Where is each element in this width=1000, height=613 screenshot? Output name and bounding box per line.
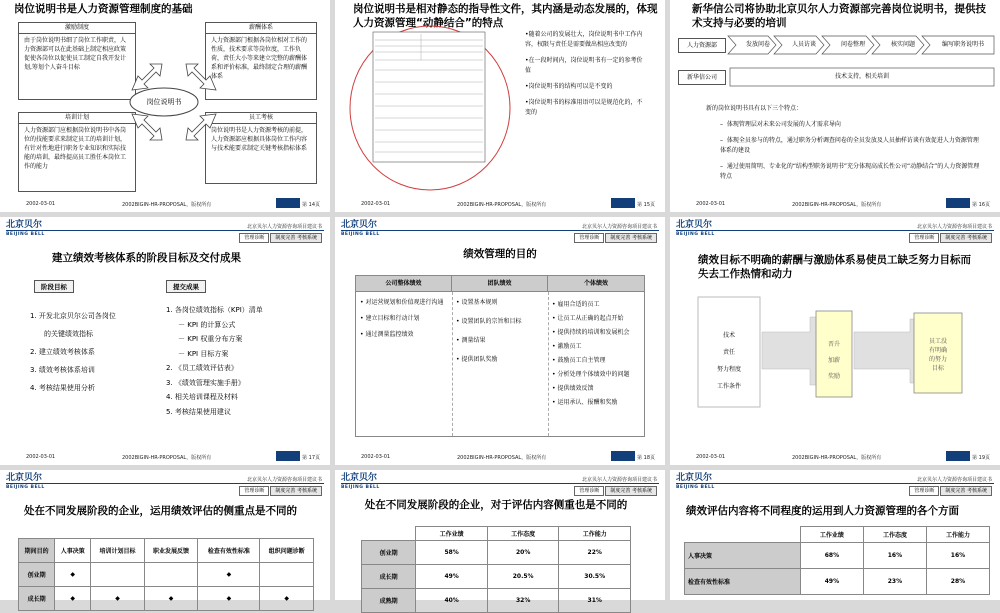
brand-logo: 北京贝尔 BEIJING BELL xyxy=(341,220,380,237)
slide-4[interactable]: 北京贝尔 BEIJING BELL 北京贝尔人力资源咨询项目建议书 管理诊断 制度完善 考核系统 建立绩效考核体系的阶段目标及交付成果 阶段目标 提交成果 1. 开发北京贝尔公司各岗位 的关键绩效指标 2. 建立绩效考核体系 3. 绩效考核体系培训 4. 考核结果使用分析 1. 各岗位绩效指标（KPI）清单 － KPI 的计算公式 － KPI 权重分布方案 － KPI 目标方案 2. 《员工绩效评估表》 3. 《绩效管理实施手册》 4. 相关培训课程及材料 5. 考核结果使用建议 2002-03-01 2002BIGIN-HR-PROPOSAL，版权所有 第 17页 xyxy=(0,217,330,465)
slide-5-title: 绩效管理的目的 xyxy=(463,248,537,260)
box-training: 培训计划 人力资源部门应根据岗位说明书中各岗位的技能要求来制定员工的培训计划，有针对性地进行职务专业知识和实际技能的培训，最终提高员工胜任本岗位工作的能力 xyxy=(18,112,136,192)
tab-system[interactable]: 制度完善 考核系统 xyxy=(605,486,657,496)
section-tabs xyxy=(574,486,657,496)
footer-logo-icon xyxy=(276,451,300,461)
slide-8-title: 处在不同发展阶段的企业，对于评估内容侧重也是不同的 xyxy=(364,499,628,511)
footer-logo-icon xyxy=(611,451,635,461)
slide-2[interactable] xyxy=(335,0,665,212)
slide-3[interactable]: 新华信公司将协助北京贝尔人力资源部完善岗位说明书，提供技术支持与必要的培训 人力资源部 新华信公司 发放问卷 人员访谈 问卷整理 核实问题 编写职务说明书 技术支持，相关培训 新的岗位说明书具有以下三个特点： – 体现管理层对未来公司发展的人才需求导向 – 体现全员参与的特点，通过职务分析调查问卷的全员发放及人员抽样访谈有效促进人力资源管理体系的建设 – 通过使用简明、专业化的“结构型职务说明书”充分体现高成长性公司“动静结合”的人力资源管理特点 2002-03-01 2002BIGIN-HR-PROPOSAL，版权所有 第 16页 xyxy=(670,0,1000,212)
purpose-table: 公司整体绩效 团队绩效 个体绩效 • 对运营规划和价值观进行沟通 • 建立目标和行动计划 • 通过测量监控绩效 • 设置基本规则 • 设置团队的宗旨和目标 • 测量结果 • 提供团队奖励 • 雇用合适的员工 • 让员工从正确的起点开始 • 提供持续的培训和发展机会 • 激励员工 • 鼓励员工自主管理 • 分析处理个体绩效中的问题 • 提供绩效反馈 • 运用承认、报酬和奖励 xyxy=(355,275,645,437)
tab-diagnosis[interactable]: 管理诊断 xyxy=(239,233,269,243)
tab-system[interactable]: 制度完善 考核系统 xyxy=(940,233,992,243)
footer-logo-icon xyxy=(276,198,300,208)
bullet-list: •随着公司的发展壮大，岗位说明书中工作内容，权限与责任是需要做出相应改变的 •在一段时间内，岗位说明书有一定的参考价值 •岗位说明书的结构可以是不变的 •岗位说明书的标准用语可以是规范化的，不变的 xyxy=(525,31,643,116)
slide-8[interactable]: 北京贝尔 BEIJING BELL 北京贝尔人力资源咨询项目建议书 管理诊断 制度完善 考核系统 处在不同发展阶段的企业，对于评估内容侧重也是不同的 工作业绩 工作态度 工作能力 创业期 58% 20% 22% 成长期 49% 20.5% 30.5% 成熟期 40% 32% 31% xyxy=(335,470,665,600)
footer-logo-icon xyxy=(611,198,635,208)
slide-5[interactable]: 北京贝尔 BEIJING BELL 北京贝尔人力资源咨询项目建议书 管理诊断 制度完善 考核系统 绩效管理的目的 公司整体绩效 团队绩效 个体绩效 • 对运营规划和价值观进行沟通 • 建立目标和行动计划 • 通过测量监控绩效 • 设置基本规则 • 设置团队的宗旨和目标 • 测量结果 • 提供团队奖励 • 雇用合适的员工 • 让员工从正确的起点开始 • 提供持续的培训和发展机会 • 激励员工 • 鼓励员工自主管理 • 分析处理个体绩效中的问题 • 提供绩效反馈 • 运用承认、报酬和奖励 2002-03-01 2002BIGIN-HR-PROPOSAL，版权所有 第 18页 xyxy=(335,217,665,465)
feature-list: – 体现管理层对未来公司发展的人才需求导向 – 体现全员参与的特点，通过职务分析调查问卷的全员发放及人员抽样访谈有效促进人力资源管理体系的建设 – 通过使用简明、专业化的“结构型职务说明书”充分体现高成长性公司“动静结合”的人力资源管理特点 xyxy=(720,121,980,180)
factor-list: 技术 责任 努力程度 工作条件 xyxy=(716,332,741,390)
slide-7[interactable]: 北京贝尔 BEIJING BELL 北京贝尔人力资源咨询项目建议书 管理诊断 制度完善 考核系统 处在不同发展阶段的企业，运用绩效评估的侧重点是不同的 期间目的 人事决策 培训计划目标 职业发展反馈 检查有效性标准 组织问题诊断 创业期 ◆ ◆ 成长期 ◆ ◆ ◆ ◆ ◆ xyxy=(0,470,330,600)
slide-6[interactable]: 北京贝尔 BEIJING BELL 北京贝尔人力资源咨询项目建议书 管理诊断 制度完善 考核系统 绩效目标不明确的薪酬与激励体系易使员工缺乏努力目标而失去工作热情和动力 技术 责任 努力程度 工作条件 晋升 加薪 奖励 员工没 有明确 的努力 目标 2002-03-01 2002BIGIN-HR-PROPOSAL，版权所有 第 19页 xyxy=(670,217,1000,465)
section-tabs xyxy=(909,486,992,496)
slide-6-title: 绩效目标不明确的薪酬与激励体系易使员工缺乏努力目标而失去工作热情和动力 xyxy=(698,254,971,280)
slide-7-title: 处在不同发展阶段的企业，运用绩效评估的侧重点是不同的 xyxy=(24,505,297,517)
tab-diagnosis[interactable]: 管理诊断 xyxy=(909,233,939,243)
brand-logo: 北京贝尔 BEIJING BELL xyxy=(676,220,715,237)
tab-system[interactable]: 制度完善 考核系统 xyxy=(270,486,322,496)
tab-system[interactable]: 制度完善 考核系统 xyxy=(270,233,322,243)
slide-4-footer: 2002-03-01 2002BIGIN-HR-PROPOSAL，版权所有 第 17页 xyxy=(0,447,330,465)
xhx-box: 新华信公司 xyxy=(678,70,726,85)
slide-4-title: 建立绩效考核体系的阶段目标及交付成果 xyxy=(52,252,241,264)
center-label: 岗位说明书 xyxy=(146,98,182,106)
slide-6-footer: 2002-03-01 2002BIGIN-HR-PROPOSAL，版权所有 第 19页 xyxy=(670,447,1000,465)
section-tabs xyxy=(239,486,322,496)
footer-logo-icon xyxy=(946,451,970,461)
tab-diagnosis[interactable]: 管理诊断 xyxy=(239,486,269,496)
slide-3-footer: 2002-03-01 2002BIGIN-HR-PROPOSAL，版权所有 第 16页 xyxy=(670,194,1000,212)
section-tabs xyxy=(574,233,657,243)
goal-list: 1. 开发北京贝尔公司各岗位 的关键绩效指标 2. 建立绩效考核体系 3. 绩效考核体系培训 4. 考核结果使用分析 xyxy=(30,312,116,392)
slide-1-title: 岗位说明书是人力资源管理制度的基础 xyxy=(14,3,193,15)
brand-logo: 北京贝尔 BEIJING BELL xyxy=(341,473,380,490)
slide-9-title: 绩效评估内容将不同程度的运用到人力资源管理的各个方面 xyxy=(686,505,959,517)
brand-logo: 北京贝尔 BEIJING BELL xyxy=(6,220,45,237)
section-tabs xyxy=(239,233,322,243)
slide-1-footer: 2002-03-01 2002BIGIN-HR-PROPOSAL，版权所有 第 14页 xyxy=(0,194,330,212)
slide-1[interactable] xyxy=(0,0,330,212)
hr-usage-table: 工作业绩 工作态度 工作能力 人事决策 68% 16% 16% 检查有效性标准 49% 23% 28% xyxy=(684,526,990,595)
footer-logo-icon xyxy=(946,198,970,208)
box-incentive: 激励制度 由于岗位说明书细了岗位工作职责，人力资源部可以在此基础上制定相应政策促使各岗位以促使员工制定自我开发计划,筹划个人奋斗目标 xyxy=(18,22,136,100)
tab-system[interactable]: 制度完善 考核系统 xyxy=(605,233,657,243)
slide-3-title: 新华信公司将协助北京贝尔人力资源部完善岗位说明书，提供技术支持与必要的培训 xyxy=(692,3,986,29)
stage-content-table: 工作业绩 工作态度 工作能力 创业期 58% 20% 22% 成长期 49% 20.5% 30.5% 成熟期 40% 32% 31% xyxy=(361,526,631,613)
tab-diagnosis[interactable]: 管理诊断 xyxy=(909,486,939,496)
reward-list: 晋升 加薪 奖励 xyxy=(827,341,840,380)
slide-5-footer: 2002-03-01 2002BIGIN-HR-PROPOSAL，版权所有 第 18页 xyxy=(335,447,665,465)
slide-2-title: 岗位说明书是相对静态的指导性文件，其内涵是动态发展的，体现人力资源管理“动静结合”的特点 xyxy=(353,3,658,29)
brand-logo: 北京贝尔 BEIJING BELL xyxy=(6,473,45,490)
tab-diagnosis[interactable]: 管理诊断 xyxy=(574,486,604,496)
result-text: 员工没 有明确 的努力 目标 xyxy=(928,338,947,372)
slide-2-footer: 2002-03-01 2002BIGIN-HR-PROPOSAL，版权所有 第 15页 xyxy=(335,194,665,212)
hr-dept-box: 人力资源部 xyxy=(678,38,726,53)
brand-logo: 北京贝尔 BEIJING BELL xyxy=(676,473,715,490)
box-salary: 薪酬体系 人力资源部门根据各岗位相对工作的性质，技术要求等岗位度，工作负荷，责任大小等来建立完整的薪酬体系和评价标准，最终制定合理的薪酬体系 xyxy=(205,22,317,100)
tab-system[interactable]: 制度完善 考核系统 xyxy=(940,486,992,496)
stage-focus-table: 期间目的 人事决策 培训计划目标 职业发展反馈 检查有效性标准 组织问题诊断 创业期 ◆ ◆ 成长期 ◆ ◆ ◆ ◆ ◆ xyxy=(18,538,314,611)
tab-diagnosis[interactable]: 管理诊断 xyxy=(574,233,604,243)
deliver-list: 1. 各岗位绩效指标（KPI）清单 － KPI 的计算公式 － KPI 权重分布方案 － KPI 目标方案 2. 《员工绩效评估表》 3. 《绩效管理实施手册》 4. 相关培训课程及材料 5. 考核结果使用建议 xyxy=(166,306,263,416)
slide-9[interactable]: 北京贝尔 BEIJING BELL 北京贝尔人力资源咨询项目建议书 管理诊断 制度完善 考核系统 绩效评估内容将不同程度的运用到人力资源管理的各个方面 工作业绩 工作态度 工作能力 人事决策 68% 16% 16% 检查有效性标准 49% 23% 28% xyxy=(670,470,1000,600)
box-appraisal: 员工考核 岗位说明书是人力资源考核的前提，人力资源部应根据具体岗位工作内容与技术能要求制定关键考核指标体系 xyxy=(205,112,317,184)
